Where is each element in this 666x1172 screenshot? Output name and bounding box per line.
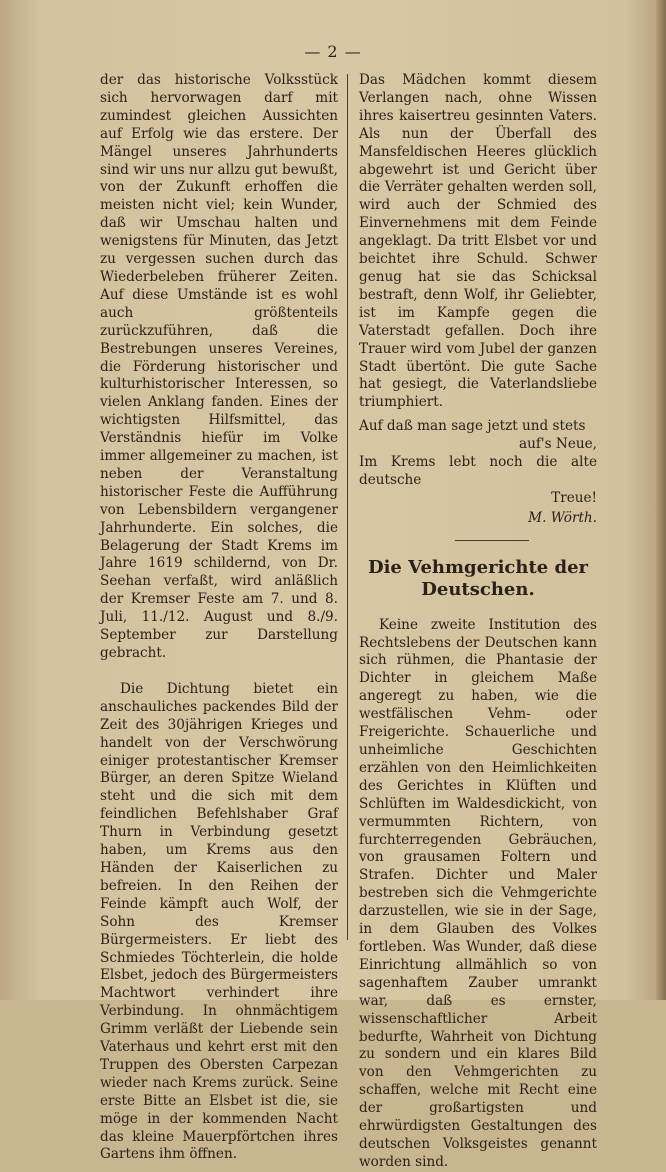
- verse-line-3: Im Krems lebt noch die alte deutsche: [359, 454, 597, 488]
- page-number: — 2 —: [304, 42, 362, 61]
- left-paragraph-1: der das historische Volksstück sich hervorwagen darf mit zumindest gleichen Aussichten auf Erfolg wie das erstere. Der Mängel unseres Jahrhunderts sind wir uns nur allzu gut bewußt, von der Zukunft erhoffen die meisten nicht viel; kein Wunder, daß wir Umschau halten und wenigstens für Minuten, das Jetzt zu vergessen suchen durch das Wiederbeleben früherer Zeiten. Auf diese Umstände ist es wohl auch größtenteils zurückzuführen, daß die Bestrebungen unseres Vereines, die Förderung historischer und kulturhistorischer Interessen, so vielen Anklang fanden. Eines der wichtigsten Hilfsmittel, das Verständnis hiefür im Volke immer allgemeiner zu machen, ist neben der Veranstaltung historischer Feste die Aufführung von Lebensbildern vergangener Jahrhunderte. Ein solches, die Belagerung der Stadt Krems im Jahre 1619 schildernd, von Dr. Seehan verfaßt, wird anläßlich der Kremser Feste am 7. und 8. Juli, 11./12. August und 8./9. September zur Darstellung gebracht.: [100, 72, 338, 661]
- right-paragraph-1: Das Mädchen kommt diesem Verlangen nach, ohne Wissen ihres kaisertreu gesinnten Vaters. Als nun der Überfall des Mansfeldischen Heeres glücklich abgewehrt ist und Gericht über die Verräter gehalten werden soll, wird auch der Schmied des Einvernehmens mit dem Feinde angeklagt. Da tritt Elsbet vor und beichtet ihre Schuld. Schwer genug hat sie das Schicksal bestraft, denn Wolf, ihr Geliebter, ist im Kampfe gegen die Vaterstadt gefallen. Doch ihre Trauer wird vom Jubel der ganzen Stadt übertönt. Die gute Sache hat gesiegt, die Vaterlandsliebe triumphiert.: [359, 72, 597, 411]
- column-divider: [347, 74, 348, 940]
- page-edge-shadow: [656, 0, 666, 1000]
- verse-line-2: auf's Neue,: [519, 436, 597, 453]
- closing-verse: [359, 418, 597, 508]
- right-paragraph-2: Keine zweite Institution des Rechtslebens der Deutschen kann sich rühmen, die Phantasie der Dichter in gleichem Maße angeregt zu haben, wie die westfälischen Vehm- oder Freigerichte. Schauerliche und unheimliche Geschichten erzählen von den Heimlichkeiten des Gerichtes in Klüften und Schlüften im Waldesdickicht, von vermummten Richtern, von furchterregenden Gebräuchen, von grausamen Foltern und Strafen. Dichter und Maler bestreben sich die Vehmgerichte darzustellen, wie sie in der Sage, in dem Glauben des Volkes fortleben. Was Wunder, daß diese Einrichtung allmählich so von sagenhaftem Zauber umrankt war, daß es ernster, wissenschaftlicher Arbeit bedurfte, Wahrheit von Dichtung zu sondern und ein klares Bild von den Vehmgerichten zu schaffen, welche mit Recht eine der großartigsten und ehrwürdigsten Gestaltungen des deutschen Volksgeistes genannt worden sind.: [359, 616, 597, 1170]
- verse-line-1: Auf daß man sage jetzt und stets: [359, 418, 586, 435]
- verse-line-4: Treue!: [551, 489, 597, 506]
- author-signature: M. Wörth.: [528, 509, 597, 526]
- section-rule: [455, 540, 529, 541]
- article-heading: Die Vehmgerichte der Deutschen.: [367, 556, 589, 600]
- left-column: [100, 72, 338, 1164]
- left-paragraph-2: Die Dichtung bietet ein anschauliches packendes Bild der Zeit des 30jährigen Krieges und handelt von der Verschwörung einiger protestantischer Kremser Bürger, an deren Spitze Wieland steht und die sich mit dem feindlichen Befehlshaber Graf Thurn in Verbindung gesetzt haben, um Krems aus den Händen der Kaiserlichen zu befreien. In den Reihen der Feinde kämpft auch Wolf, der Sohn des Kremser Bürgermeisters. Er liebt des Schmiedes Töchterlein, die holde Elsbet, jedoch des Bürgermeisters Machtwort verhindert ihre Verbindung. In ohnmächtigem Grimm verläßt der Liebende sein Vaterhaus und kehrt erst mit den Truppen des Obersten Carpezan wieder nach Krems zurück. Seine erste Bitte an Elsbet ist die, sie möge in der kommenden Nacht das kleine Mauerpförtchen ihres Gartens ihm öffnen.: [100, 680, 338, 1163]
- right-column: [359, 72, 597, 1172]
